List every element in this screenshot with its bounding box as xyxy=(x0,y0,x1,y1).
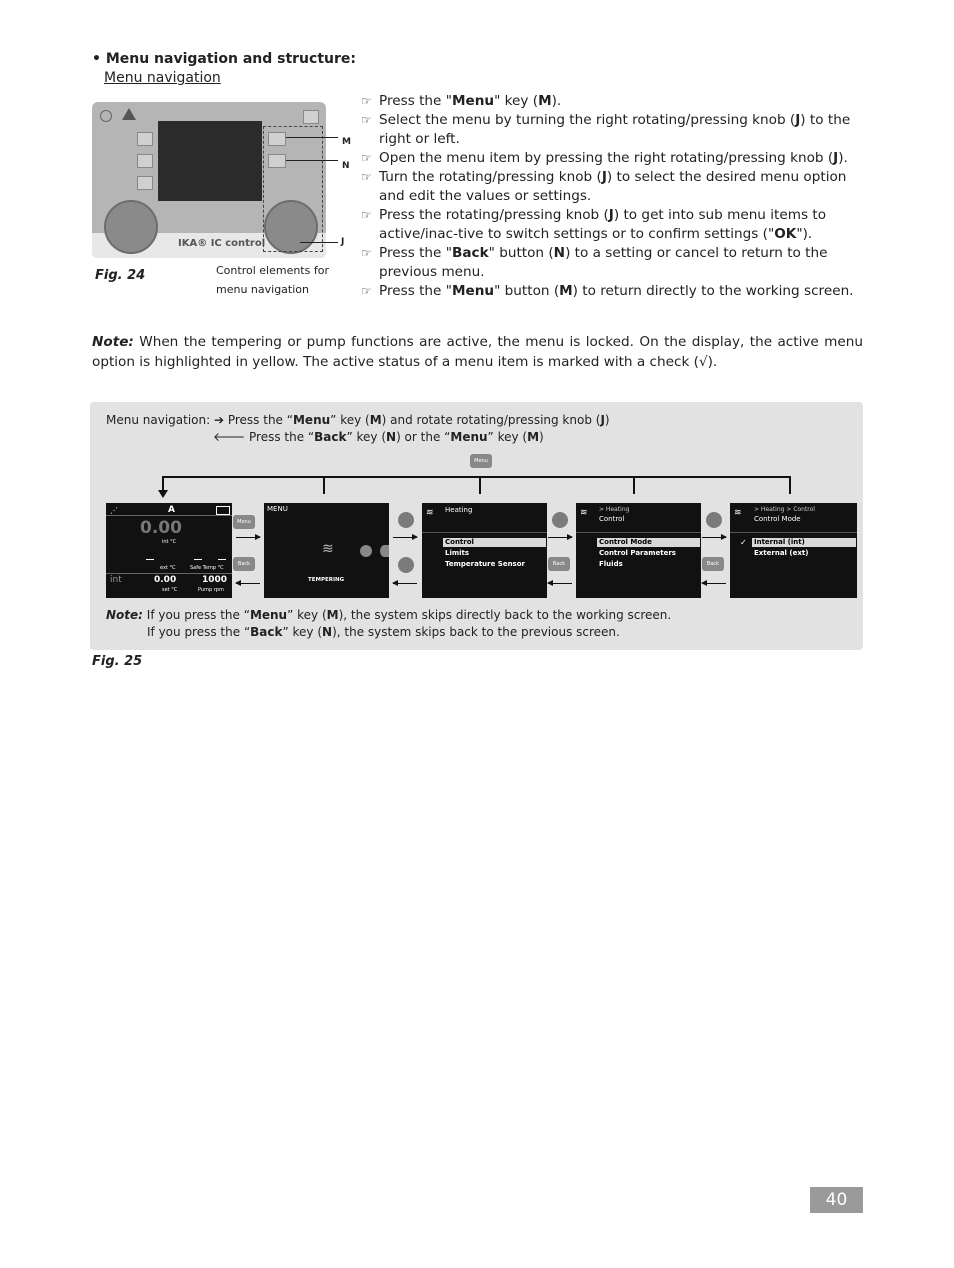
fig24-caption-line2: menu navigation xyxy=(216,283,309,296)
callout-line-m xyxy=(286,137,338,138)
pump-icon xyxy=(360,545,372,557)
ext-dash xyxy=(146,559,154,560)
step-item: ☞ Open the menu item by pressing the right rotating/pressing knob (J). xyxy=(361,150,848,166)
control-screen xyxy=(576,503,701,598)
fig25-label: Fig. 25 xyxy=(92,654,143,669)
breadcrumb: > Heating > Control xyxy=(754,506,815,513)
return-arrowhead xyxy=(158,490,168,498)
pointing-hand-icon: ☞ xyxy=(361,246,372,260)
back-arrow xyxy=(548,583,572,584)
device-display xyxy=(158,121,262,201)
knob-icon xyxy=(552,512,568,528)
ext-label: ext °C xyxy=(160,565,176,571)
step-item: ☞ Press the "Menu" key (M). xyxy=(361,93,562,109)
heating-icon: ≋ xyxy=(734,508,742,518)
battery-icon xyxy=(216,506,230,515)
menu-item-label: TEMPERING xyxy=(308,577,345,583)
device-button-top-right xyxy=(303,110,319,124)
check-icon: ✓ xyxy=(740,538,747,547)
fig25-note-line2: If you press the “Back” key (N), the system skips back to the previous screen. xyxy=(147,625,620,639)
back-arrow xyxy=(236,583,260,584)
fig24-label: Fig. 24 xyxy=(95,268,146,283)
power-icon xyxy=(100,110,112,122)
return-bracket-top xyxy=(162,476,791,478)
menu-title: MENU xyxy=(267,505,288,513)
return-bracket-tick xyxy=(323,476,325,494)
back-key-hand-icon: Back xyxy=(548,557,570,571)
note-label: Note: xyxy=(92,334,134,350)
screen-title: Control Mode xyxy=(754,515,801,523)
instruction-list xyxy=(361,92,863,301)
back-arrow xyxy=(702,583,726,584)
heating-icon: ≋ xyxy=(580,508,588,518)
callout-j: J xyxy=(341,237,345,247)
note-paragraph xyxy=(92,332,863,372)
main-temperature: 0.00 xyxy=(140,518,182,538)
set-temperature: 0.00 xyxy=(154,575,177,585)
divider xyxy=(730,532,857,533)
menu-option-selected: Control Mode xyxy=(597,538,700,547)
controls-highlight-box xyxy=(263,126,323,252)
step-item: ☞ Turn the rotating/pressing knob (J) to select the desired menu option and edit the values or settings. xyxy=(361,169,847,204)
device-brand: IKA® IC control xyxy=(178,238,266,249)
return-bracket-tick xyxy=(479,476,481,494)
heating-icon: ≋ xyxy=(426,508,434,518)
signal-icon: ⋰ xyxy=(110,506,118,515)
heating-screen xyxy=(422,503,547,598)
forward-arrow xyxy=(548,537,572,538)
menu-option: External (ext) xyxy=(754,549,809,557)
return-bracket-tick xyxy=(789,476,791,494)
main-temperature-unit: int °C xyxy=(162,539,177,545)
fig24-caption xyxy=(216,261,336,299)
pointing-hand-icon: ☞ xyxy=(361,151,372,165)
left-knob xyxy=(104,200,158,254)
pointing-hand-icon: ☞ xyxy=(361,113,372,127)
pointing-hand-icon: ☞ xyxy=(361,94,372,108)
divider xyxy=(422,532,547,533)
working-screen xyxy=(106,503,232,598)
return-bracket-tick xyxy=(633,476,635,494)
callout-m: M xyxy=(342,137,351,147)
back-key-hand-icon: Back xyxy=(702,557,724,571)
section-title: • Menu navigation and structure: xyxy=(92,51,356,67)
menu-navigation-legend xyxy=(106,412,610,446)
pump-dash xyxy=(218,559,226,560)
knob-icon xyxy=(398,512,414,528)
divider xyxy=(106,515,232,516)
pointing-hand-icon: ☞ xyxy=(361,170,372,184)
pointing-hand-icon: ☞ xyxy=(361,208,372,222)
int-label: int xyxy=(110,575,122,585)
heating-icon: ≋ xyxy=(322,541,334,557)
callout-line-n xyxy=(286,160,338,161)
menu-option: Control Parameters xyxy=(599,549,676,557)
screen-title: Heating xyxy=(445,506,473,514)
fig25-note xyxy=(106,607,671,641)
forward-arrow xyxy=(393,537,417,538)
knob-icon xyxy=(398,557,414,573)
legend-line-forward: Menu navigation: ➔ Press the “Menu” key (M) and rotate rotating/pressing knob (J) xyxy=(106,413,610,427)
step-item: ☞ Select the menu by turning the right rotating/pressing knob (J) to the right or left. xyxy=(361,112,851,147)
mode-indicator: A xyxy=(168,505,175,515)
pump-speed-unit: Pump rpm xyxy=(198,587,224,593)
back-key-hand-icon: Back xyxy=(233,557,255,571)
breadcrumb: > Heating xyxy=(599,506,630,513)
step-item: ☞ Press the "Back" button (N) to a setting or cancel to return to the previous menu. xyxy=(361,245,828,280)
divider xyxy=(576,532,701,533)
menu-screen xyxy=(264,503,389,598)
fig24-caption-line1: Control elements for xyxy=(216,264,329,277)
set-temperature-unit: set °C xyxy=(162,587,178,593)
section-subtitle: Menu navigation xyxy=(104,70,221,86)
forward-arrow xyxy=(702,537,726,538)
control-mode-screen xyxy=(730,503,857,598)
step-item: ☞ Press the "Menu" button (M) to return directly to the working screen. xyxy=(361,283,854,299)
menu-option: Limits xyxy=(445,549,470,557)
step-item: ☞ Press the rotating/pressing knob (J) to get into sub menu items to active/inac-tive to switch settings or to confirm settings ("OK"). xyxy=(361,207,827,242)
legend-line-back: 🡐 Press the “Back” key (N) or the “Menu” key (M) xyxy=(213,430,544,444)
pump-speed: 1000 xyxy=(202,575,228,585)
menu-option-selected: Internal (int) xyxy=(752,538,856,547)
note-label: Note: xyxy=(106,608,143,622)
callout-line-j xyxy=(300,242,338,243)
menu-key-hand-icon: Menu xyxy=(233,515,255,529)
menu-option: Fluids xyxy=(599,560,623,568)
page-number: 40 xyxy=(810,1187,863,1213)
device-button-1 xyxy=(137,132,153,146)
warning-icon xyxy=(122,108,136,120)
divider xyxy=(106,573,232,574)
device-button-2 xyxy=(137,154,153,168)
fig25-note-line1: Note: If you press the “Menu” key (M), the system skips directly back to the working screen. xyxy=(106,608,672,622)
safe-dash xyxy=(194,559,202,560)
note-text: When the tempering or pump functions are active, the menu is locked. On the display, the active menu option is highlighted in yellow. The active status of a menu item is marked with a check (√). xyxy=(92,334,863,370)
menu-option-selected: Control xyxy=(443,538,546,547)
forward-arrow xyxy=(236,537,260,538)
safe-temp-label: Safe Temp °C xyxy=(190,565,224,571)
knob-icon xyxy=(706,512,722,528)
menu-option: Temperature Sensor xyxy=(445,560,525,568)
pointing-hand-icon: ☞ xyxy=(361,284,372,298)
screen-title: Control xyxy=(599,515,625,523)
fig25-panel xyxy=(90,402,863,650)
next-menu-icon xyxy=(380,545,389,557)
back-arrow xyxy=(393,583,417,584)
menu-key-hand-icon: Menu xyxy=(470,454,492,468)
callout-n: N xyxy=(342,161,350,171)
device-button-3 xyxy=(137,176,153,190)
